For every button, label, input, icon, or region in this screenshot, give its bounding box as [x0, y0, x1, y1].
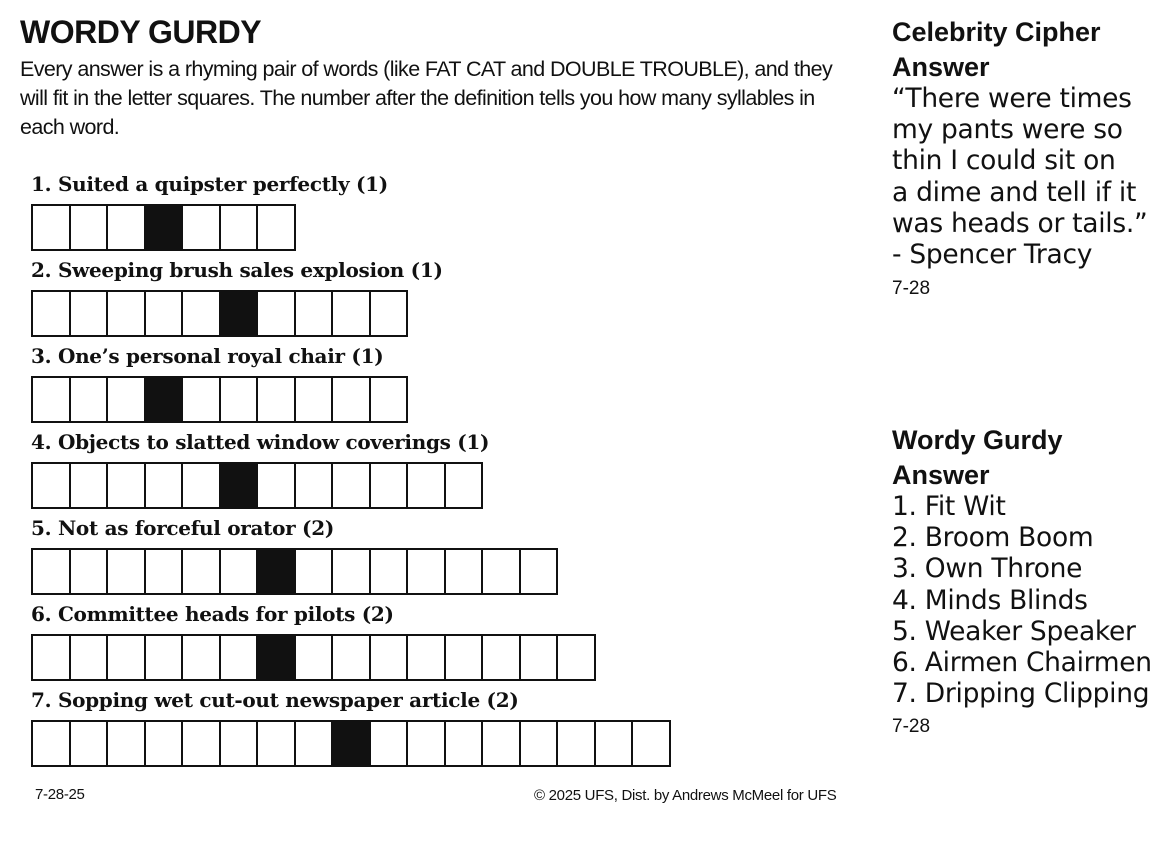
- letter-square[interactable]: [31, 720, 71, 767]
- clue-text: 4. Objects to slatted window coverings (1): [31, 430, 490, 454]
- letter-square[interactable]: [369, 548, 409, 595]
- letter-square[interactable]: [294, 462, 334, 509]
- letter-square[interactable]: [181, 548, 221, 595]
- answer-item: 6. Airmen Chairmen: [892, 647, 1152, 679]
- letter-square[interactable]: [144, 548, 184, 595]
- letter-squares-row: [31, 634, 594, 681]
- letter-squares-row: [31, 720, 669, 767]
- letter-square[interactable]: [181, 376, 221, 423]
- letter-square[interactable]: [256, 290, 296, 337]
- letter-square[interactable]: [219, 376, 259, 423]
- letter-squares-row: [31, 462, 481, 509]
- clue-text: 1. Suited a quipster perfectly (1): [31, 172, 388, 196]
- letter-square[interactable]: [594, 720, 634, 767]
- letter-square[interactable]: [106, 290, 146, 337]
- letter-square[interactable]: [481, 720, 521, 767]
- separator-square: [256, 548, 296, 595]
- clue-text: 7. Sopping wet cut-out newspaper article (2): [31, 688, 519, 712]
- letter-squares-row: [31, 204, 294, 251]
- letter-square[interactable]: [69, 548, 109, 595]
- letter-square[interactable]: [144, 720, 184, 767]
- separator-square: [256, 634, 296, 681]
- letter-square[interactable]: [256, 720, 296, 767]
- letter-square[interactable]: [369, 634, 409, 681]
- letter-square[interactable]: [294, 634, 334, 681]
- separator-square: [219, 462, 259, 509]
- wordy-answer-date: 7-28: [892, 716, 931, 737]
- letter-square[interactable]: [256, 376, 296, 423]
- letter-square[interactable]: [144, 634, 184, 681]
- letter-square[interactable]: [219, 548, 259, 595]
- separator-square: [219, 290, 259, 337]
- letter-square[interactable]: [519, 720, 559, 767]
- letter-square[interactable]: [331, 462, 371, 509]
- letter-square[interactable]: [444, 634, 484, 681]
- wordy-answer-subheading: Answer: [892, 460, 990, 490]
- letter-square[interactable]: [69, 290, 109, 337]
- letter-square[interactable]: [406, 548, 446, 595]
- letter-square[interactable]: [144, 290, 184, 337]
- letter-square[interactable]: [331, 634, 371, 681]
- letter-square[interactable]: [69, 720, 109, 767]
- letter-square[interactable]: [481, 548, 521, 595]
- letter-square[interactable]: [519, 634, 559, 681]
- letter-square[interactable]: [331, 376, 371, 423]
- letter-squares-row: [31, 548, 556, 595]
- letter-square[interactable]: [369, 720, 409, 767]
- letter-square[interactable]: [219, 634, 259, 681]
- letter-square[interactable]: [31, 290, 71, 337]
- letter-square[interactable]: [331, 548, 371, 595]
- letter-square[interactable]: [69, 204, 109, 251]
- answer-item: 5. Weaker Speaker: [892, 615, 1136, 647]
- separator-square: [144, 204, 184, 251]
- letter-square[interactable]: [219, 204, 259, 251]
- letter-square[interactable]: [106, 204, 146, 251]
- cipher-answer-heading: Celebrity Cipher: [892, 17, 1101, 47]
- letter-squares-row: [31, 376, 406, 423]
- clue-text: 3. One’s personal royal chair (1): [31, 344, 384, 368]
- clue-text: 5. Not as forceful orator (2): [31, 516, 334, 540]
- cipher-answer-date: 7-28: [892, 278, 931, 299]
- letter-square[interactable]: [106, 720, 146, 767]
- puzzle-instructions: Every answer is a rhyming pair of words (like FAT CAT and DOUBLE TROUBLE), and they will fit in the letter squares. The number after the definition tells you how many syllables in each word.: [20, 57, 833, 139]
- answer-item: 2. Broom Boom: [892, 522, 1094, 554]
- letter-square[interactable]: [294, 376, 334, 423]
- letter-square[interactable]: [181, 290, 221, 337]
- letter-square[interactable]: [219, 720, 259, 767]
- letter-square[interactable]: [31, 462, 71, 509]
- letter-square[interactable]: [406, 720, 446, 767]
- puzzle-title: WORDY GURDY: [20, 14, 262, 50]
- letter-square[interactable]: [369, 376, 409, 423]
- letter-square[interactable]: [69, 634, 109, 681]
- cipher-answer-subheading: Answer: [892, 52, 990, 82]
- copyright-notice: © 2025 UFS, Dist. by Andrews McMeel for UFS: [534, 787, 837, 804]
- letter-square[interactable]: [69, 462, 109, 509]
- letter-square[interactable]: [106, 634, 146, 681]
- letter-square[interactable]: [31, 204, 71, 251]
- letter-square[interactable]: [444, 548, 484, 595]
- letter-square[interactable]: [294, 720, 334, 767]
- letter-square[interactable]: [369, 290, 409, 337]
- answer-item: 3. Own Throne: [892, 553, 1083, 585]
- letter-square[interactable]: [294, 290, 334, 337]
- puzzle-date: 7-28-25: [35, 786, 85, 803]
- separator-square: [331, 720, 371, 767]
- cipher-answer-quote: “There were times my pants were so thin I could sit on a dime and tell if it was heads or tails.” - Spencer Tracy: [892, 83, 1148, 271]
- letter-square[interactable]: [106, 376, 146, 423]
- answer-item: 7. Dripping Clipping: [892, 678, 1150, 710]
- letter-square[interactable]: [31, 548, 71, 595]
- letter-square[interactable]: [294, 548, 334, 595]
- letter-square[interactable]: [256, 462, 296, 509]
- letter-square[interactable]: [481, 634, 521, 681]
- letter-square[interactable]: [406, 634, 446, 681]
- letter-square[interactable]: [31, 634, 71, 681]
- letter-square[interactable]: [106, 548, 146, 595]
- letter-square[interactable]: [406, 462, 446, 509]
- answer-item: 1. Fit Wit: [892, 491, 1006, 522]
- letter-squares-row: [31, 290, 406, 337]
- letter-square[interactable]: [519, 548, 559, 595]
- separator-square: [144, 376, 184, 423]
- letter-square[interactable]: [556, 720, 596, 767]
- letter-square[interactable]: [444, 720, 484, 767]
- letter-square[interactable]: [181, 204, 221, 251]
- clue-text: 6. Committee heads for pilots (2): [31, 602, 394, 626]
- letter-square[interactable]: [69, 376, 109, 423]
- wordy-answer-list: [892, 491, 1152, 709]
- letter-square[interactable]: [556, 634, 596, 681]
- letter-square[interactable]: [106, 462, 146, 509]
- letter-square[interactable]: [144, 462, 184, 509]
- letter-square[interactable]: [631, 720, 671, 767]
- letter-square[interactable]: [369, 462, 409, 509]
- letter-square[interactable]: [444, 462, 484, 509]
- letter-square[interactable]: [256, 204, 296, 251]
- letter-square[interactable]: [181, 720, 221, 767]
- letter-square[interactable]: [331, 290, 371, 337]
- answer-item: 4. Minds Blinds: [892, 584, 1088, 616]
- letter-square[interactable]: [31, 376, 71, 423]
- letter-square[interactable]: [181, 462, 221, 509]
- letter-square[interactable]: [181, 634, 221, 681]
- clue-text: 2. Sweeping brush sales explosion (1): [31, 258, 443, 282]
- wordy-answer-heading: Wordy Gurdy: [892, 425, 1063, 455]
